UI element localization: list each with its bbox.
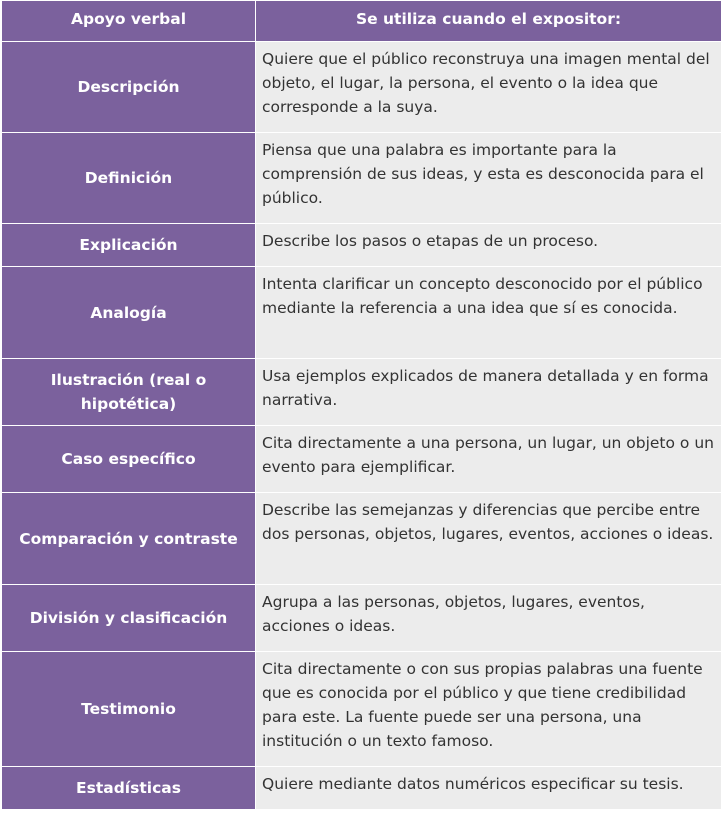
row-description: Piensa que una palabra es importante para la comprensión de sus ideas, y esta es desconocida para el público. [256, 133, 722, 224]
table-row [2, 426, 722, 493]
row-description: Describe los pasos o etapas de un proceso. [256, 224, 722, 267]
row-description: Quiere mediante datos numéricos especificar su tesis. [256, 767, 722, 810]
row-label: Estadísticas [2, 767, 256, 810]
table-row [2, 224, 722, 267]
row-label: Ilustración (real o hipotética) [2, 359, 256, 426]
header-se-utiliza: Se utiliza cuando el expositor: [256, 1, 722, 42]
row-label: Comparación y contraste [2, 493, 256, 585]
table-row [2, 42, 722, 133]
row-label: Descripción [2, 42, 256, 133]
table-row [2, 652, 722, 767]
row-label: Testimonio [2, 652, 256, 767]
header-apoyo-verbal: Apoyo verbal [2, 1, 256, 42]
row-label: División y clasificación [2, 585, 256, 652]
row-label: Explicación [2, 224, 256, 267]
row-description: Cita directamente o con sus propias palabras una fuente que es conocida por el público y que tiene credibilidad para este. La fuente puede ser una persona, una institución o un texto famoso. [256, 652, 722, 767]
verbal-support-table [1, 0, 722, 810]
table-row [2, 585, 722, 652]
row-description: Cita directamente a una persona, un lugar, un objeto o un evento para ejemplificar. [256, 426, 722, 493]
table-row [2, 133, 722, 224]
table-row [2, 493, 722, 585]
header-row [2, 1, 722, 42]
table-row [2, 767, 722, 810]
row-description: Quiere que el público reconstruya una imagen mental del objeto, el lugar, la persona, el evento o la idea que corresponde a la suya. [256, 42, 722, 133]
table-row [2, 359, 722, 426]
row-description: Agrupa a las personas, objetos, lugares, eventos, acciones o ideas. [256, 585, 722, 652]
row-label: Analogía [2, 267, 256, 359]
table-row [2, 267, 722, 359]
row-description: Usa ejemplos explicados de manera detallada y en forma narrativa. [256, 359, 722, 426]
row-description: Describe las semejanzas y diferencias que percibe entre dos personas, objetos, lugares, eventos, acciones o ideas. [256, 493, 722, 585]
row-description: Intenta clarificar un concepto desconocido por el público mediante la referencia a una idea que sí es conocida. [256, 267, 722, 359]
row-label: Caso específico [2, 426, 256, 493]
row-label: Definición [2, 133, 256, 224]
